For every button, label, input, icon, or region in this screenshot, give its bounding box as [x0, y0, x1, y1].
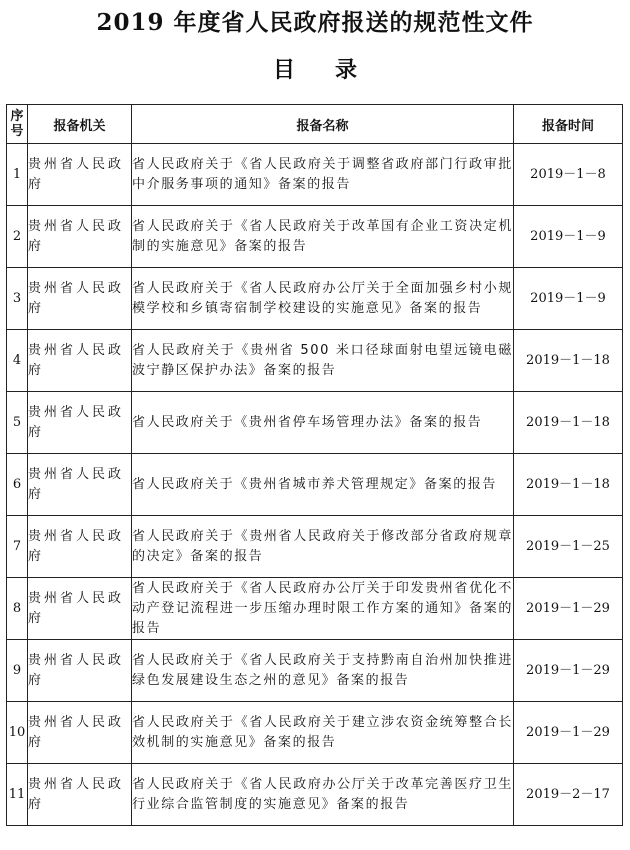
row-authority: 贵州省人民政府	[28, 330, 132, 392]
row-date: 2019－1－18	[514, 454, 623, 516]
row-date: 2019－1－9	[514, 206, 623, 268]
row-authority: 贵州省人民政府	[28, 702, 132, 764]
row-number: 8	[7, 578, 28, 640]
table-row	[7, 144, 623, 206]
row-date: 2019－1－8	[514, 144, 623, 206]
header-serial-number: 序号	[7, 105, 28, 144]
row-authority: 贵州省人民政府	[28, 144, 132, 206]
row-document-name: 省人民政府关于《贵州省人民政府关于修改部分省政府规章的决定》备案的报告	[132, 516, 514, 578]
row-authority: 贵州省人民政府	[28, 764, 132, 826]
row-date: 2019－1－25	[514, 516, 623, 578]
subtitle-char-1: 目	[272, 57, 295, 83]
row-number: 9	[7, 640, 28, 702]
row-date: 2019－1－18	[514, 330, 623, 392]
row-number: 2	[7, 206, 28, 268]
table-row	[7, 764, 623, 826]
row-document-name: 省人民政府关于《贵州省停车场管理办法》备案的报告	[132, 392, 514, 454]
table-row	[7, 702, 623, 764]
row-document-name: 省人民政府关于《省人民政府关于建立涉农资金统筹整合长效机制的实施意见》备案的报告	[132, 702, 514, 764]
row-document-name: 省人民政府关于《贵州省城市养犬管理规定》备案的报告	[132, 454, 514, 516]
row-document-name: 省人民政府关于《省人民政府关于调整省政府部门行政审批中介服务事项的通知》备案的报告	[132, 144, 514, 206]
header-filing-date: 报备时间	[514, 105, 623, 144]
row-date: 2019－1－18	[514, 392, 623, 454]
table-row	[7, 640, 623, 702]
row-date: 2019－2－17	[514, 764, 623, 826]
document-subtitle	[0, 56, 630, 84]
row-authority: 贵州省人民政府	[28, 454, 132, 516]
row-number: 1	[7, 144, 28, 206]
row-authority: 贵州省人民政府	[28, 640, 132, 702]
table-row	[7, 206, 623, 268]
catalog-table	[6, 104, 623, 826]
row-document-name: 省人民政府关于《省人民政府办公厅关于全面加强乡村小规模学校和乡镇寄宿制学校建设的实施意见》备案的报告	[132, 268, 514, 330]
table-row	[7, 578, 623, 640]
row-authority: 贵州省人民政府	[28, 578, 132, 640]
document-title: 2019 年度省人民政府报送的规范性文件	[96, 9, 534, 36]
row-number: 7	[7, 516, 28, 578]
subtitle-char-2: 录	[335, 57, 358, 83]
row-document-name: 省人民政府关于《省人民政府关于改革国有企业工资决定机制的实施意见》备案的报告	[132, 206, 514, 268]
row-number: 11	[7, 764, 28, 826]
row-number: 6	[7, 454, 28, 516]
table-row	[7, 268, 623, 330]
row-date: 2019－1－29	[514, 640, 623, 702]
table-row	[7, 454, 623, 516]
row-number: 3	[7, 268, 28, 330]
table-row	[7, 392, 623, 454]
row-document-name: 省人民政府关于《省人民政府办公厅关于改革完善医疗卫生行业综合监管制度的实施意见》备案的报告	[132, 764, 514, 826]
table-row	[7, 330, 623, 392]
row-document-name: 省人民政府关于《省人民政府办公厅关于印发贵州省优化不动产登记流程进一步压缩办理时限工作方案的通知》备案的报告	[132, 578, 514, 640]
table-header-row	[7, 105, 623, 144]
row-date: 2019－1－29	[514, 578, 623, 640]
row-number: 4	[7, 330, 28, 392]
row-number: 10	[7, 702, 28, 764]
row-number: 5	[7, 392, 28, 454]
row-authority: 贵州省人民政府	[28, 516, 132, 578]
header-filing-authority: 报备机关	[28, 105, 132, 144]
table-row	[7, 516, 623, 578]
row-authority: 贵州省人民政府	[28, 268, 132, 330]
row-authority: 贵州省人民政府	[28, 392, 132, 454]
row-date: 2019－1－9	[514, 268, 623, 330]
row-document-name: 省人民政府关于《贵州省 500 米口径球面射电望远镜电磁波宁静区保护办法》备案的报告	[132, 330, 514, 392]
row-authority: 贵州省人民政府	[28, 206, 132, 268]
row-date: 2019－1－29	[514, 702, 623, 764]
row-document-name: 省人民政府关于《省人民政府关于支持黔南自治州加快推进绿色发展建设生态之州的意见》备案的报告	[132, 640, 514, 702]
header-filing-name: 报备名称	[132, 105, 514, 144]
